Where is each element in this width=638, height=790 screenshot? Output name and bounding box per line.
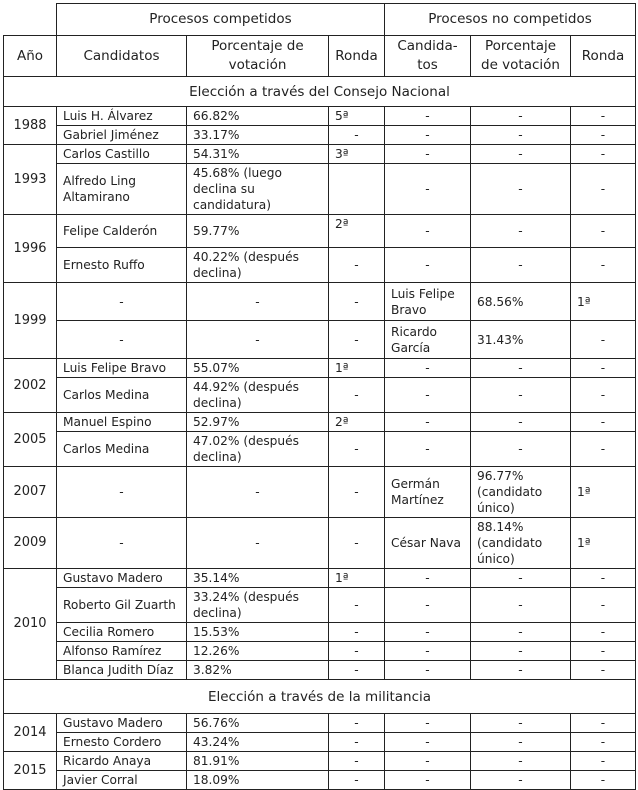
- dash-cell: -: [385, 771, 471, 790]
- election-results-table: [3, 3, 636, 790]
- dash-cell: -: [571, 642, 636, 661]
- election-results-table-wrapper: [3, 3, 635, 790]
- header-round: Ronda: [329, 36, 385, 77]
- dash-cell: -: [471, 432, 571, 467]
- dash-cell: -: [471, 107, 571, 126]
- dash-cell: -: [471, 623, 571, 642]
- dash-cell: -: [385, 623, 471, 642]
- percentage-cell: 43.24%: [187, 733, 329, 752]
- table-row: [4, 321, 636, 359]
- dash-cell: -: [187, 518, 329, 569]
- dash-cell: -: [385, 126, 471, 145]
- dash-cell: -: [329, 714, 385, 733]
- dash-cell: -: [385, 164, 471, 215]
- candidate-cell: Gustavo Madero: [57, 714, 187, 733]
- dash-cell: -: [329, 126, 385, 145]
- header-candidates-nc: Candida-tos: [385, 36, 471, 77]
- dash-cell: -: [329, 467, 385, 518]
- candidate-cell: Ernesto Cordero: [57, 733, 187, 752]
- dash-cell: -: [329, 432, 385, 467]
- dash-cell: -: [385, 714, 471, 733]
- year-cell: 2002: [4, 359, 57, 413]
- round-cell: 5ª: [329, 107, 385, 126]
- dash-cell: -: [471, 126, 571, 145]
- dash-cell: -: [385, 569, 471, 588]
- dash-cell: -: [329, 248, 385, 283]
- year-cell: 2005: [4, 413, 57, 467]
- percentage-cell: 40.22% (después declina): [187, 248, 329, 283]
- candidate-cell: Luis Felipe Bravo: [57, 359, 187, 378]
- percentage-cell: 3.82%: [187, 661, 329, 680]
- percentage-cell: 55.07%: [187, 359, 329, 378]
- dash-cell: -: [57, 467, 187, 518]
- dash-cell: -: [385, 215, 471, 248]
- dash-cell: -: [385, 752, 471, 771]
- section-militancia: Elección a través de la militancia: [4, 680, 636, 714]
- table-row: [4, 569, 636, 588]
- header-competed: Procesos competidos: [57, 4, 385, 36]
- dash-cell: -: [571, 413, 636, 432]
- dash-cell: -: [571, 126, 636, 145]
- dash-cell: -: [385, 359, 471, 378]
- candidate-cell: Alfredo Ling Altamirano: [57, 164, 187, 215]
- dash-cell: -: [385, 733, 471, 752]
- candidate-cell: Carlos Medina: [57, 432, 187, 467]
- percentage-cell: 15.53%: [187, 623, 329, 642]
- candidate-cell: Felipe Calderón: [57, 215, 187, 248]
- year-cell: 2009: [4, 518, 57, 569]
- round-cell: 2ª: [329, 413, 385, 432]
- percentage-cell: 33.17%: [187, 126, 329, 145]
- year-cell: 2010: [4, 569, 57, 680]
- dash-cell: -: [471, 642, 571, 661]
- dash-cell: -: [571, 164, 636, 215]
- table-row: [4, 215, 636, 248]
- dash-cell: -: [571, 248, 636, 283]
- year-cell: 1996: [4, 215, 57, 283]
- year-cell: 1988: [4, 107, 57, 145]
- year-cell: 2007: [4, 467, 57, 518]
- dash-cell: -: [385, 378, 471, 413]
- dash-cell: -: [329, 661, 385, 680]
- year-cell: 1999: [4, 283, 57, 359]
- percentage-nc-cell: 96.77% (candidato único): [471, 467, 571, 518]
- dash-cell: -: [471, 714, 571, 733]
- dash-cell: -: [57, 283, 187, 321]
- candidate-cell: Carlos Castillo: [57, 145, 187, 164]
- header-round-nc: Ronda: [571, 36, 636, 77]
- table-row: [4, 771, 636, 790]
- dash-cell: -: [329, 623, 385, 642]
- dash-cell: -: [571, 215, 636, 248]
- candidate-nc-cell: Luis Felipe Bravo: [385, 283, 471, 321]
- percentage-cell: 12.26%: [187, 642, 329, 661]
- dash-cell: -: [571, 107, 636, 126]
- dash-cell: -: [471, 588, 571, 623]
- table-row: [4, 126, 636, 145]
- percentage-cell: 56.76%: [187, 714, 329, 733]
- dash-cell: -: [385, 432, 471, 467]
- dash-cell: -: [571, 569, 636, 588]
- dash-cell: -: [329, 733, 385, 752]
- dash-cell: -: [571, 733, 636, 752]
- dash-cell: -: [187, 467, 329, 518]
- table-row: [4, 642, 636, 661]
- header-candidates: Candidatos: [57, 36, 187, 77]
- table-row: [4, 378, 636, 413]
- dash-cell: -: [571, 359, 636, 378]
- percentage-cell: 81.91%: [187, 752, 329, 771]
- dash-cell: -: [571, 752, 636, 771]
- dash-cell: -: [329, 283, 385, 321]
- percentage-cell: 66.82%: [187, 107, 329, 126]
- candidate-nc-cell: Ricardo García: [385, 321, 471, 359]
- candidate-cell: Cecilia Romero: [57, 623, 187, 642]
- table-row: [4, 588, 636, 623]
- dash-cell: -: [385, 145, 471, 164]
- header-percentage: Porcentaje de votación: [187, 36, 329, 77]
- dash-cell: -: [571, 661, 636, 680]
- table-row: [4, 283, 636, 321]
- header-year: Año: [4, 36, 57, 77]
- percentage-cell: 33.24% (después declina): [187, 588, 329, 623]
- round-cell: 1ª: [329, 569, 385, 588]
- table-row: [4, 248, 636, 283]
- dash-cell: -: [571, 771, 636, 790]
- dash-cell: -: [385, 107, 471, 126]
- dash-cell: -: [571, 378, 636, 413]
- year-cell: 2015: [4, 752, 57, 790]
- percentage-cell: 35.14%: [187, 569, 329, 588]
- dash-cell: -: [329, 642, 385, 661]
- table-row: [4, 752, 636, 771]
- corner-cell: [4, 4, 57, 36]
- percentage-nc-cell: 88.14% (candidato único): [471, 518, 571, 569]
- round-nc-cell: 1ª: [571, 467, 636, 518]
- dash-cell: -: [571, 588, 636, 623]
- percentage-cell: 45.68% (luego declina su candidatura): [187, 164, 329, 215]
- dash-cell: -: [385, 588, 471, 623]
- table-row: [4, 145, 636, 164]
- percentage-cell: 47.02% (después declina): [187, 432, 329, 467]
- candidate-cell: Gustavo Madero: [57, 569, 187, 588]
- dash-cell: -: [471, 248, 571, 283]
- dash-cell: -: [571, 714, 636, 733]
- candidate-cell: Roberto Gil Zuarth: [57, 588, 187, 623]
- dash-cell: -: [385, 642, 471, 661]
- dash-cell: -: [329, 588, 385, 623]
- round-nc-cell: 1ª: [571, 283, 636, 321]
- dash-cell: -: [471, 164, 571, 215]
- dash-cell: -: [329, 518, 385, 569]
- candidate-cell: Luis H. Álvarez: [57, 107, 187, 126]
- candidate-cell: Carlos Medina: [57, 378, 187, 413]
- dash-cell: -: [571, 145, 636, 164]
- candidate-cell: Ernesto Ruffo: [57, 248, 187, 283]
- dash-cell: -: [187, 283, 329, 321]
- header-not-competed: Procesos no competidos: [385, 4, 636, 36]
- dash-cell: -: [471, 661, 571, 680]
- table-row: [4, 432, 636, 467]
- table-row: [4, 661, 636, 680]
- header-percentage-nc: Porcentaje de votación: [471, 36, 571, 77]
- dash-cell: -: [471, 378, 571, 413]
- round-cell: 1ª: [329, 359, 385, 378]
- dash-cell: -: [329, 378, 385, 413]
- table-row: [4, 623, 636, 642]
- dash-cell: -: [471, 359, 571, 378]
- dash-cell: -: [329, 752, 385, 771]
- dash-cell: -: [385, 413, 471, 432]
- dash-cell: -: [471, 733, 571, 752]
- empty-cell: [329, 164, 385, 215]
- table-row: [4, 413, 636, 432]
- round-nc-cell: 1ª: [571, 518, 636, 569]
- section-consejo-nacional: Elección a través del Consejo Nacional: [4, 77, 636, 107]
- candidate-cell: Ricardo Anaya: [57, 752, 187, 771]
- dash-cell: -: [187, 321, 329, 359]
- dash-cell: -: [471, 771, 571, 790]
- dash-cell: -: [329, 321, 385, 359]
- candidate-cell: Gabriel Jiménez: [57, 126, 187, 145]
- table-row: [4, 714, 636, 733]
- percentage-cell: 54.31%: [187, 145, 329, 164]
- percentage-cell: 59.77%: [187, 215, 329, 248]
- candidate-cell: Javier Corral: [57, 771, 187, 790]
- percentage-cell: 44.92% (después declina): [187, 378, 329, 413]
- percentage-cell: 52.97%: [187, 413, 329, 432]
- round-cell: 3ª: [329, 145, 385, 164]
- table-row: [4, 467, 636, 518]
- candidate-cell: Manuel Espino: [57, 413, 187, 432]
- dash-cell: -: [571, 432, 636, 467]
- table-row: [4, 733, 636, 752]
- dash-cell: -: [471, 413, 571, 432]
- dash-cell: -: [329, 771, 385, 790]
- round-cell: 2ª: [329, 215, 385, 248]
- table-row: [4, 359, 636, 378]
- dash-cell: -: [471, 752, 571, 771]
- dash-cell: -: [571, 623, 636, 642]
- candidate-cell: Alfonso Ramírez: [57, 642, 187, 661]
- year-cell: 2014: [4, 714, 57, 752]
- dash-cell: -: [57, 518, 187, 569]
- dash-cell: -: [571, 321, 636, 359]
- percentage-cell: 18.09%: [187, 771, 329, 790]
- dash-cell: -: [471, 145, 571, 164]
- dash-cell: -: [471, 569, 571, 588]
- percentage-nc-cell: 31.43%: [471, 321, 571, 359]
- candidate-nc-cell: Germán Martínez: [385, 467, 471, 518]
- table-row: [4, 518, 636, 569]
- table-row: [4, 107, 636, 126]
- dash-cell: -: [471, 215, 571, 248]
- dash-cell: -: [385, 248, 471, 283]
- dash-cell: -: [57, 321, 187, 359]
- table-row: [4, 164, 636, 215]
- year-cell: 1993: [4, 145, 57, 215]
- candidate-cell: Blanca Judith Díaz: [57, 661, 187, 680]
- dash-cell: -: [385, 661, 471, 680]
- percentage-nc-cell: 68.56%: [471, 283, 571, 321]
- candidate-nc-cell: César Nava: [385, 518, 471, 569]
